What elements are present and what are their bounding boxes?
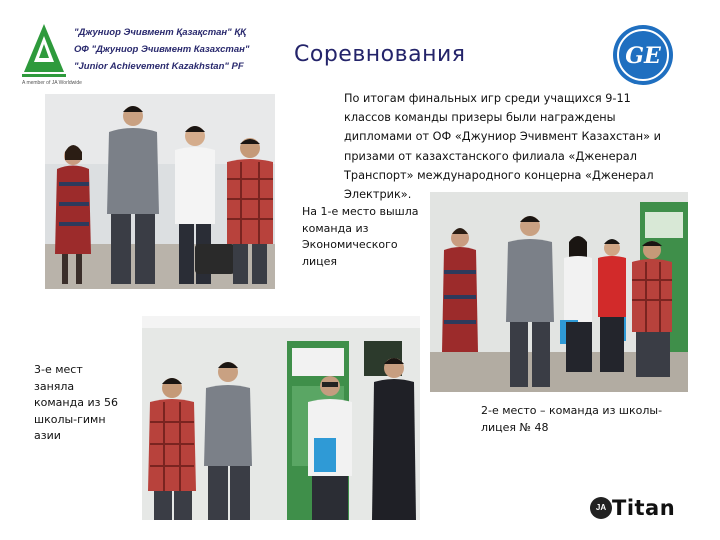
organization-name-block: [74, 24, 284, 75]
first-place-caption: На 1-е место вышла команда из Экономического лицея: [302, 205, 419, 268]
org-member-subtext: A member of JA Worldwide: [22, 80, 82, 86]
ja-badge-icon: JA: [590, 497, 612, 519]
second-place-team-photo: [430, 192, 688, 392]
org-name-kazakh: "Джуниор Эчивмент Қазақстан" ҚҚ: [74, 27, 246, 38]
svg-text:GE: GE: [625, 43, 661, 69]
second-place-caption: 2-е место – команда из школы-лицея № 48: [481, 404, 663, 434]
junior-achievement-logo-icon: [22, 22, 66, 82]
titan-brand-text: Titan: [612, 496, 676, 520]
ja-titan-logo: [590, 494, 700, 524]
results-intro-text: По итогам финальных игр среди учащихся 9-11 классов команды призеры были награждены дипломами от ОФ «Джуниор Эчивмент Казахстан» и призами от казахстанского филиала «Дженерал Транспорт» международного концерна «Дженерал Электрик».: [344, 92, 661, 202]
page-title: Соревнования: [294, 42, 466, 67]
third-place-team-photo: [142, 316, 420, 520]
org-name-english: "Junior Achievement Kazakhstan" PF: [74, 61, 244, 72]
first-place-team-photo: [45, 94, 275, 289]
org-name-russian: ОФ "Джуниор Эчивмент Казахстан": [74, 44, 250, 55]
ge-logo-icon: [612, 24, 674, 86]
third-place-caption: 3-е мест заняла команда из 56 школы-гимн азии: [34, 363, 118, 442]
